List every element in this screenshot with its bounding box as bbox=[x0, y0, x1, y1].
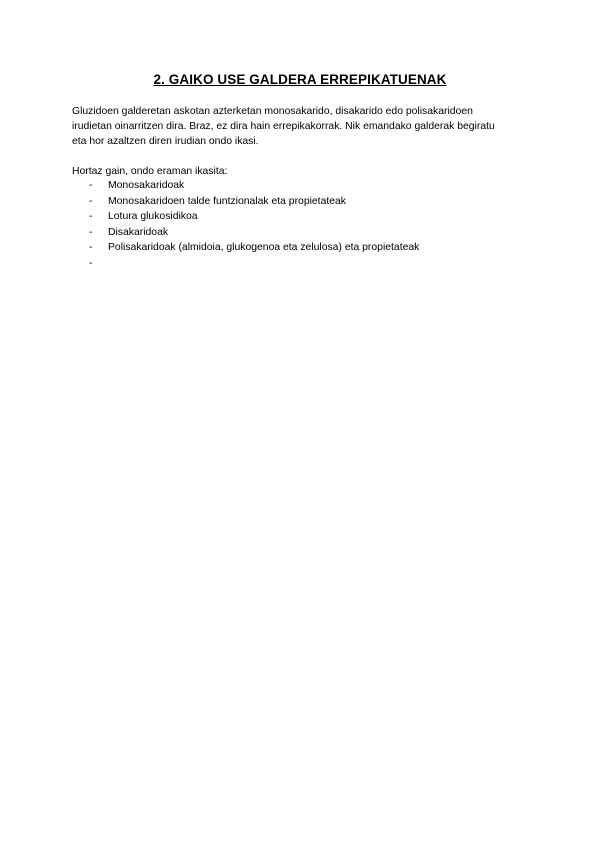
list-dash: - bbox=[89, 180, 93, 191]
intro-paragraph bbox=[72, 104, 532, 149]
intro-line: eta hor azaltzen diren irudian ondo ikasi. bbox=[72, 136, 259, 147]
list-item-text: Monosakaridoen talde funtzionalak eta propietateak bbox=[108, 195, 346, 207]
list-item-text: Monosakaridoak bbox=[108, 180, 185, 191]
list-dash: - bbox=[89, 211, 93, 222]
list-item-text: Lotura glukosidikoa bbox=[108, 211, 198, 222]
list-lead: Hortaz gain, ondo eraman ikasita: bbox=[72, 166, 228, 177]
intro-line: irudietan oinarritzen dira. Braz, ez dira hain errepikakorrak. Nik emandako galderak begiratu bbox=[72, 121, 495, 132]
list-item-text: Disakaridoak bbox=[108, 226, 169, 238]
intro-line: Gluzidoen galderetan askotan azterketan monosakarido, disakarido edo polisakaridoen bbox=[72, 106, 473, 117]
page-title: 2. GAIKO USE GALDERA ERREPIKATUENAK bbox=[153, 72, 447, 87]
list-dash: - bbox=[89, 257, 93, 269]
list-dash: - bbox=[89, 195, 93, 207]
list-dash: - bbox=[89, 226, 93, 238]
list-dash: - bbox=[89, 242, 93, 253]
list-item-text: Polisakaridoak (almidoia, glukogenoa eta zelulosa) eta propietateak bbox=[108, 242, 420, 253]
